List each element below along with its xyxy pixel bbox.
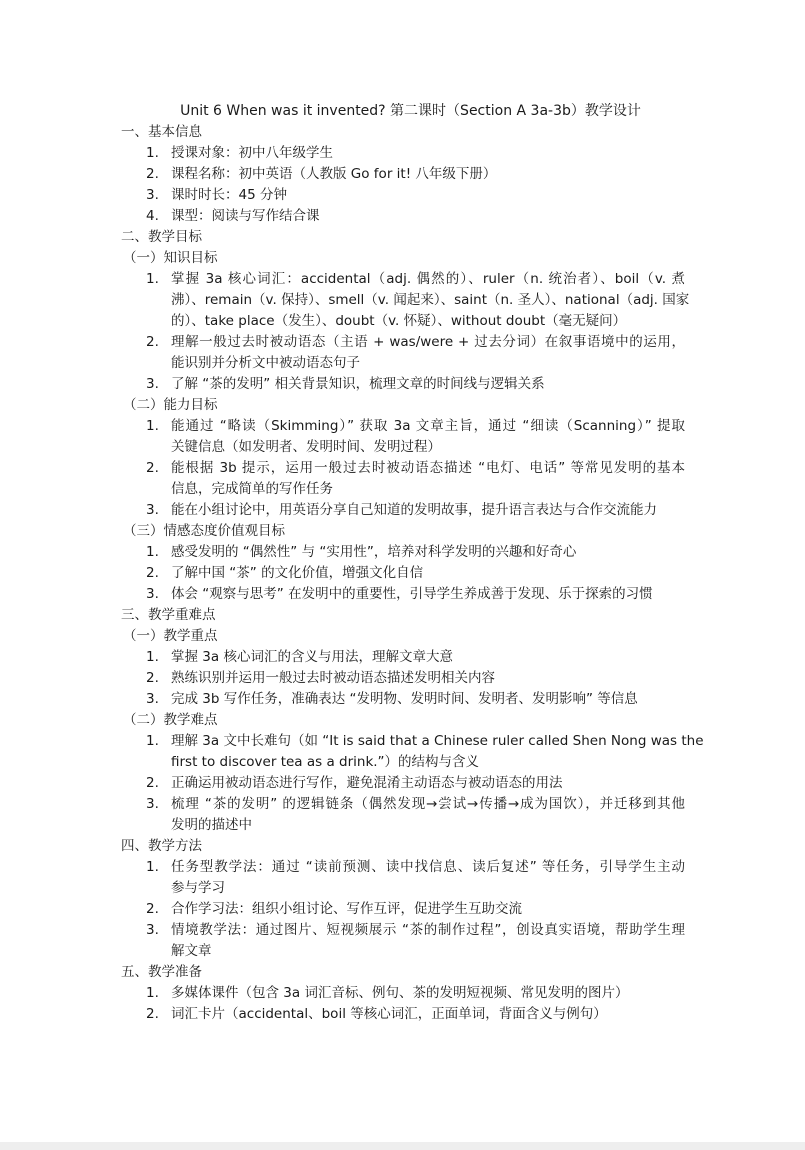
list-number: 2. [146,565,159,581]
list-item-continuation: first to discover tea as a drink.”）的结构与含义 [171,754,480,770]
list-item: 4. 课型：阅读与写作结合课 [0,206,805,227]
list-number: 2. [146,460,159,476]
list-item-continuation: 的）、take place（发生）、doubt（v. 怀疑）、without doubt（毫无疑问） [171,313,627,329]
list-item: 2. 熟练识别并运用一般过去时被动语态描述发明相关内容 [0,668,805,689]
list-number: 1. [146,145,159,161]
list-item: 1. 掌握 3a 核心词汇：accidental（adj. 偶然的）、ruler（n. 统治者）、boil（v. 煮 [0,269,805,290]
list-item: 1. 感受发明的 “偶然性” 与 “实用性”，培养对科学发明的兴趣和好奇心 [0,542,805,563]
list-number: 3. [146,376,159,392]
list-item: 1. 多媒体课件（包含 3a 词汇音标、例句、茶的发明短视频、常见发明的图片） [0,983,805,1004]
list-item: 3. 梳理 “茶的发明” 的逻辑链条（偶然发现→尝试→传播→成为国饮），并迁移到其他 [0,794,805,815]
list-number: 2. [146,334,159,350]
list-number: 1. [146,271,159,287]
list-number: 1. [146,649,159,665]
list-item: 2. 理解一般过去时被动语态（主语 + was/were + 过去分词）在叙事语境中的运用， [0,332,805,353]
list-item: 1. 授课对象：初中八年级学生 [0,143,805,164]
list-number: 1. [146,733,159,749]
list-number: 4. [146,208,159,224]
list-item: 1. 能通过 “略读（Skimming）” 获取 3a 文章主旨，通过 “细读（Scanning）” 提取 [0,416,805,437]
subsection-heading-ability: （二）能力目标 [123,397,218,413]
section-heading-key-points: 三、教学重难点 [121,607,216,623]
list-number: 1. [146,985,159,1001]
list-number: 3. [146,691,159,707]
list-item: 2. 合作学习法：组织小组讨论、写作互评，促进学生互助交流 [0,899,805,920]
list-number: 3. [146,502,159,518]
list-item-continuation: 信息，完成简单的写作任务 [171,481,333,497]
document-content [0,101,805,1025]
list-number: 3. [146,586,159,602]
bottom-scroll-bar [0,1142,805,1150]
section-heading-methods: 四、教学方法 [121,838,202,854]
section-heading-objectives: 二、教学目标 [121,229,202,245]
list-item-continuation: 沸）、remain（v. 保持）、smell（v. 闻起来）、saint（n. 圣人）、national（adj. 国家 [171,292,690,308]
list-number: 3. [146,187,159,203]
list-item: 1. 掌握 3a 核心词汇的含义与用法，理解文章大意 [0,647,805,668]
subsection-heading-focus: （一）教学重点 [123,628,218,644]
list-item: 3. 课时时长：45 分钟 [0,185,805,206]
list-number: 3. [146,796,159,812]
list-item: 2. 课程名称：初中英语（人教版 Go for it! 八年级下册） [0,164,805,185]
list-number: 2. [146,1006,159,1022]
list-number: 1. [146,544,159,560]
list-number: 2. [146,166,159,182]
list-item: 2. 正确运用被动语态进行写作，避免混淆主动语态与被动语态的用法 [0,773,805,794]
list-item: 1. 任务型教学法：通过 “读前预测、读中找信息、读后复述” 等任务，引导学生主动 [0,857,805,878]
list-item: 2. 能根据 3b 提示，运用一般过去时被动语态描述 “电灯、电话” 等常见发明的基本 [0,458,805,479]
list-item: 2. 词汇卡片（accidental、boil 等核心词汇，正面单词，背面含义与例句） [0,1004,805,1025]
list-item-continuation: 解文章 [171,943,212,959]
list-number: 2. [146,670,159,686]
list-item: 3. 情境教学法：通过图片、短视频展示 “茶的制作过程”，创设真实语境，帮助学生理 [0,920,805,941]
list-number: 3. [146,922,159,938]
section-heading-basic-info: 一、基本信息 [121,124,202,140]
list-item-continuation: 发明的描述中 [171,817,252,833]
subsection-heading-knowledge: （一）知识目标 [123,250,218,266]
list-item: 3. 完成 3b 写作任务，准确表达 “发明物、发明时间、发明者、发明影响” 等信息 [0,689,805,710]
list-item-continuation: 参与学习 [171,880,225,896]
subsection-heading-values: （三）情感态度价值观目标 [123,523,285,539]
list-item: 3. 了解 “茶的发明” 相关背景知识，梳理文章的时间线与逻辑关系 [0,374,805,395]
document-title: Unit 6 When was it invented? 第二课时（Section A 3a-3b）教学设计 [180,103,641,119]
list-item: 3. 体会 “观察与思考” 在发明中的重要性，引导学生养成善于发现、乐于探索的习惯 [0,584,805,605]
subsection-heading-difficulties: （二）教学难点 [123,712,218,728]
list-item-continuation: 关键信息（如发明者、发明时间、发明过程） [171,439,441,455]
list-number: 2. [146,901,159,917]
list-number: 1. [146,859,159,875]
list-item-continuation: 能识别并分析文中被动语态句子 [171,355,360,371]
list-item: 3. 能在小组讨论中，用英语分享自己知道的发明故事，提升语言表达与合作交流能力 [0,500,805,521]
list-number: 1. [146,418,159,434]
list-number: 2. [146,775,159,791]
list-item: 1. 理解 3a 文中长难句（如 “It is said that a Chinese ruler called Shen Nong was the [0,731,805,752]
list-item: 2. 了解中国 “茶” 的文化价值，增强文化自信 [0,563,805,584]
section-heading-preparation: 五、教学准备 [121,964,202,980]
